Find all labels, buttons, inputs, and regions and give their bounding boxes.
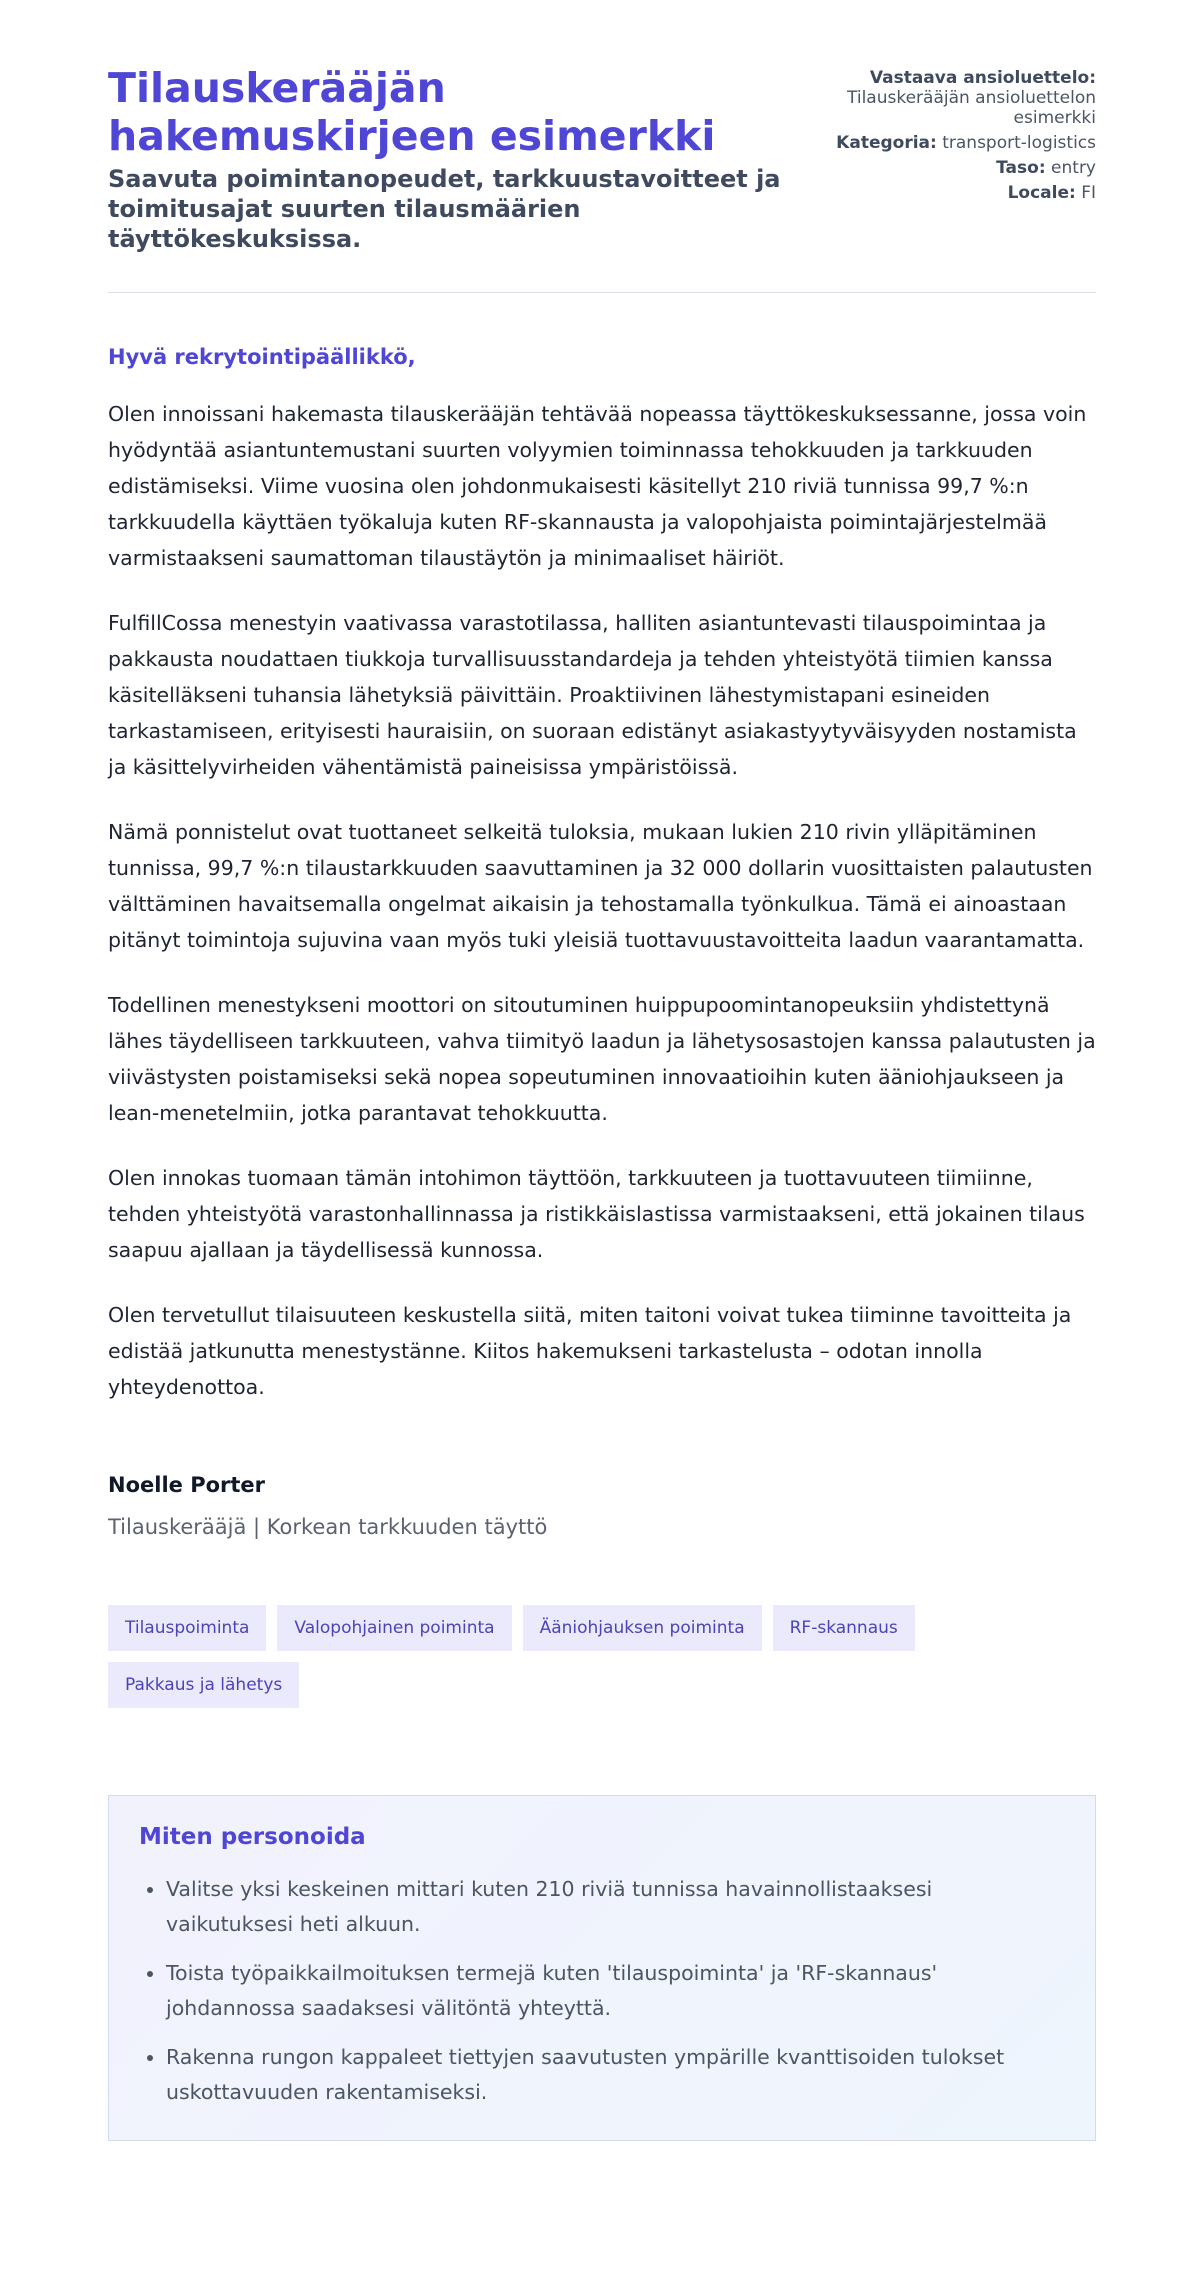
signature-role: Tilauskerääjä | Korkean tarkkuuden täyttö — [108, 1515, 548, 1539]
letter-paragraph: FulfillCossa menestyin vaativassa varastotilassa, halliten asiantuntevasti tilauspoimintaa ja pakkausta noudattaen tiukkoja turvallisuusstandardeja ja tehden yhteistyötä tiimien kanssa käsitelläkseni tuhansia lähetyksiä päivittäin. Proaktiivinen lähestymistapani esineiden tarkastamiseen, erityisesti hauraisiin, on suoraan edistänyt asiakastyytyväisyyden nostamista ja käsittelyvirheiden vähentämistä paineisissa ympäristöissä. — [108, 611, 1077, 779]
skill-tag: Ääniohjauksen poiminta — [523, 1605, 762, 1651]
header-divider — [108, 292, 1096, 293]
meta-locale — [808, 183, 1096, 203]
skill-tag: Pakkaus ja lähetys — [108, 1662, 299, 1708]
meta-locale-label: Locale: — [1007, 183, 1076, 203]
metadata-panel — [808, 64, 1096, 208]
skill-tags — [108, 1605, 1008, 1708]
skill-tag: Tilauspoiminta — [108, 1605, 266, 1651]
meta-related-resume-value: Tilauskerääjän ansioluettelon esimerkki — [846, 88, 1096, 128]
meta-related-resume-label: Vastaava ansioluettelo: — [869, 68, 1096, 88]
personalization-tips-box — [108, 1795, 1096, 2141]
title-block — [108, 64, 808, 254]
page-subtitle: Saavuta poimintanopeudet, tarkkuustavoitteet ja toimitusajat suurten tilausmäärien täyttökeskuksissa. — [108, 165, 781, 253]
letter-paragraph: Todellinen menestykseni moottori on sitoutuminen huippupoomintanopeuksiin yhdistettynä lähes täydelliseen tarkkuuteen, vahva tiimityö laadun ja lähetysosastojen kanssa palautusten ja viivästysten poistamiseksi sekä nopea sopeutuminen innovaatioihin kuten ääniohjaukseen ja lean-menetelmiin, jotka parantavat tehokkuutta. — [108, 993, 1096, 1125]
skill-tag: RF-skannaus — [773, 1605, 915, 1651]
meta-level-value: entry — [1051, 158, 1096, 178]
meta-level — [808, 158, 1096, 178]
meta-category-label: Kategoria: — [836, 133, 937, 153]
letter-paragraph: Olen tervetullut tilaisuuteen keskustella siitä, miten taitoni voivat tukea tiiminne tavoitteita ja edistää jatkunutta menestystänne. Kiitos hakemukseni tarkastelusta – odotan innolla yhteydenottoa. — [108, 1303, 1072, 1399]
cover-letter-document — [108, 64, 1096, 2141]
letter-greeting: Hyvä rekrytointipäällikkö, — [108, 345, 416, 369]
meta-level-label: Taso: — [996, 158, 1046, 178]
meta-category — [808, 133, 1096, 153]
skill-tag: Valopohjainen poiminta — [277, 1605, 511, 1651]
signature-name: Noelle Porter — [108, 1473, 266, 1497]
tip-item: • Rakenna rungon kappaleet tiettyjen saavutusten ympärille kvanttisoiden tulokset uskottavuuden rakentamiseksi. — [166, 2040, 1065, 2110]
tips-title: Miten personoida — [139, 1824, 366, 1850]
document-header — [108, 64, 1096, 254]
tip-item: • Valitse yksi keskeinen mittari kuten 210 riviä tunnissa havainnollistaaksesi vaikutuksesi heti alkuun. — [166, 1872, 1065, 1942]
meta-locale-value: FI — [1081, 183, 1096, 203]
tips-list — [139, 1872, 1065, 2110]
meta-related-resume — [808, 68, 1096, 128]
letter-paragraph: Nämä ponnistelut ovat tuottaneet selkeitä tuloksia, mukaan lukien 210 rivin ylläpitäminen tunnissa, 99,7 %:n tilaustarkkuuden saavuttaminen ja 32 000 dollarin vuosittaisten palautusten välttäminen havaitsemalla ongelmat aikaisin ja tehostamalla työnkulkua. Tämä ei ainoastaan pitänyt toimintoja sujuvina vaan myös tuki yleisiä tuottavuustavoitteita laadun vaarantamatta. — [108, 820, 1093, 952]
page-title: Tilauskerääjän hakemuskirjeen esimerkki — [108, 64, 716, 160]
letter-paragraph: Olen innokas tuomaan tämän intohimon täyttöön, tarkkuuteen ja tuottavuuteen tiimiinne, tehden yhteistyötä varastonhallinnassa ja ristikkäislastissa varmistaakseni, että jokainen tilaus saapuu ajallaan ja täydellisessä kunnossa. — [108, 1166, 1085, 1262]
tip-item: • Toista työpaikkailmoituksen termejä kuten 'tilauspoiminta' ja 'RF-skannaus' johdannossa saadaksesi välitöntä yhteyttä. — [166, 1956, 1065, 2026]
letter-paragraph: Olen innoissani hakemasta tilauskerääjän tehtävää nopeassa täyttökeskuksessanne, jossa voin hyödyntää asiantuntemustani suurten volyymien toiminnassa tehokkuuden ja tarkkuuden edistämiseksi. Viime vuosina olen johdonmukaisesti käsitellyt 210 riviä tunnissa 99,7 %:n tarkkuudella käyttäen työkaluja kuten RF-skannausta ja valopohjaista poimintajärjestelmää varmistaakseni saumattoman tilaustäytön ja minimaaliset häiriöt. — [108, 402, 1087, 570]
meta-category-value: transport-logistics — [942, 133, 1096, 153]
